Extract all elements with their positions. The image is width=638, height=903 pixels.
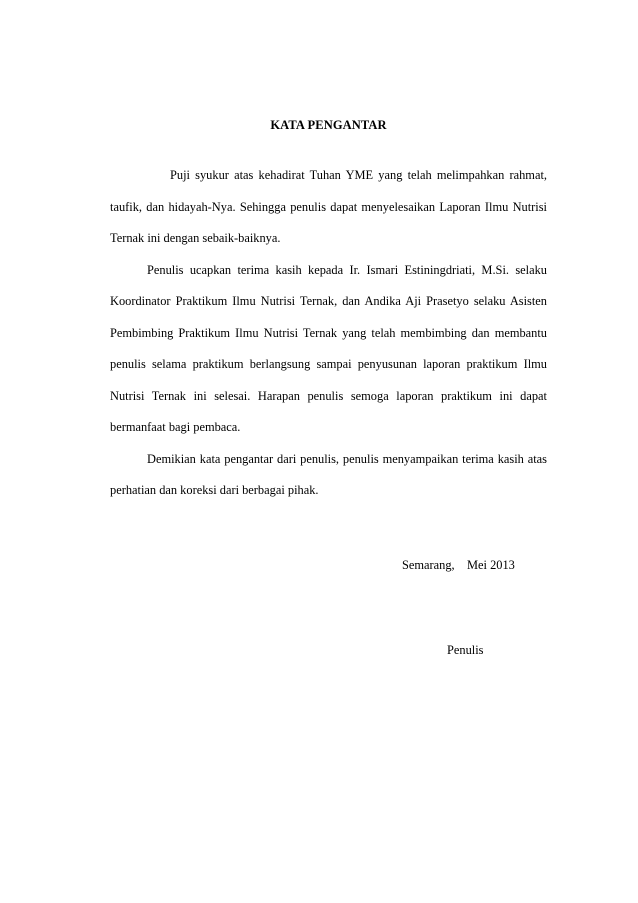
paragraph-1: Puji syukur atas kehadirat Tuhan YME yang telah melimpahkan rahmat, taufik, dan hidayah-Nya. Sehingga penulis dapat menyelesaikan Laporan Ilmu Nutrisi Ternak ini dengan sebaik-baiknya. [110,168,547,245]
paragraph-3: Demikian kata pengantar dari penulis, penulis menyampaikan terima kasih atas perhatian dan koreksi dari berbagai pihak. [110,451,547,497]
author-signature: Penulis [447,643,484,657]
place-date: Semarang, Mei 2013 [402,558,515,572]
page-title: KATA PENGANTAR [270,118,387,132]
paragraph-2: Penulis ucapkan terima kasih kepada Ir. Ismari Estiningdriati, M.Si. selaku Koordinator Praktikum Ilmu Nutrisi Ternak, dan Andika Aji Prasetyo selaku Asisten Pembimbing Praktikum Ilmu Nutrisi Ternak yang telah membimbing dan membantu penulis selama praktikum berlangsung sampai penyusunan laporan praktikum Ilmu Nutrisi Ternak ini selesai. Harapan penulis semoga laporan praktikum ini dapat bermanfaat bagi pembaca. [110,262,547,434]
body-text [110,160,547,507]
